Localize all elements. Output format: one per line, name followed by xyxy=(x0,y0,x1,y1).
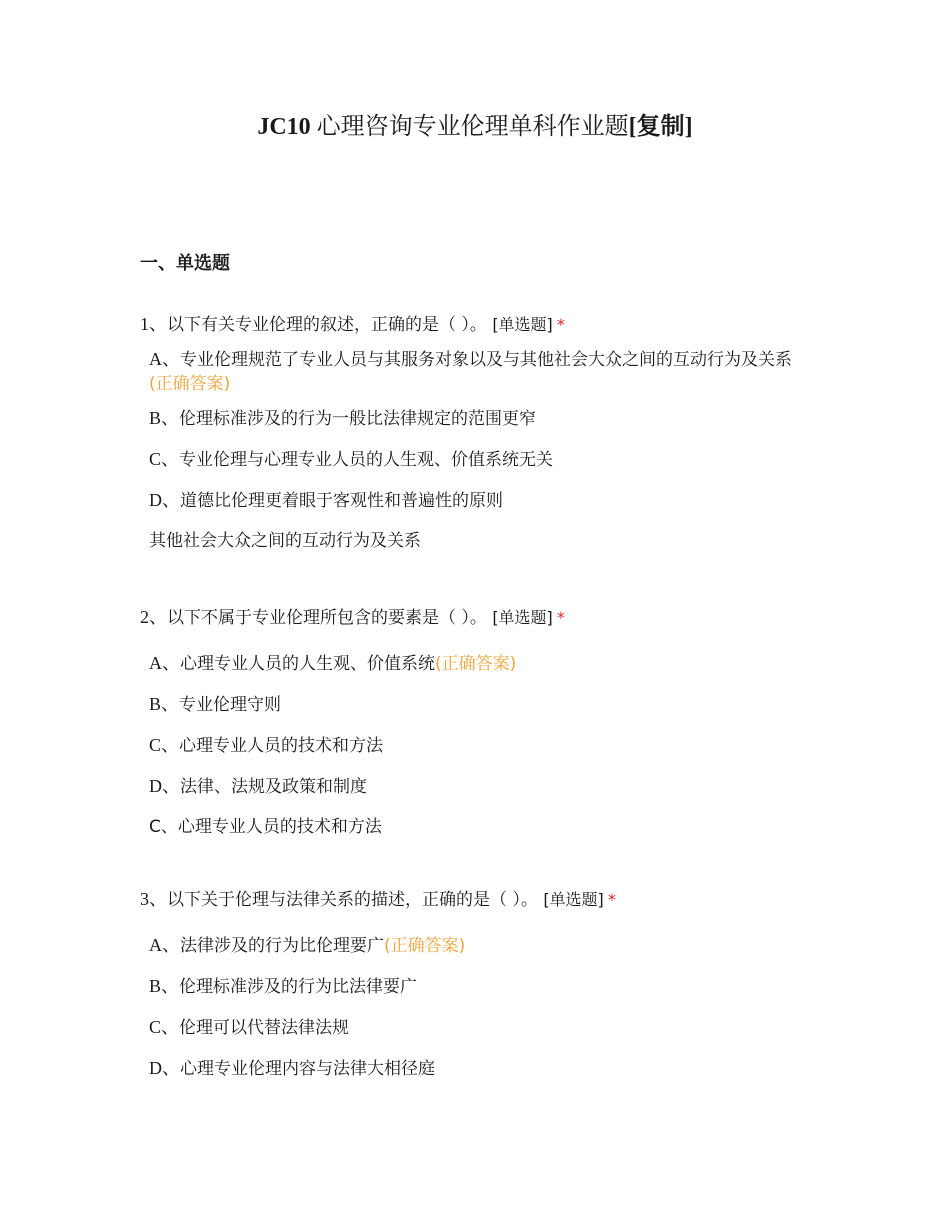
option-a xyxy=(149,347,809,396)
option-c xyxy=(149,1015,809,1040)
option-letter: C、 xyxy=(149,1017,180,1037)
question-title xyxy=(140,311,820,338)
page-title-code: JC10 xyxy=(257,114,311,140)
option-letter: D、 xyxy=(149,1058,180,1078)
option-letter: A、 xyxy=(149,349,180,369)
option-text: 伦理标准涉及的行为比法律要广 xyxy=(179,977,418,997)
option-list xyxy=(140,347,820,513)
section-heading: 一、单选题 xyxy=(140,253,230,274)
question-type-label: [单选题] xyxy=(543,890,604,909)
option-a xyxy=(149,651,809,676)
option-letter: B、 xyxy=(149,976,180,996)
option-text: 心理专业伦理内容与法律大相径庭 xyxy=(180,1059,435,1079)
option-letter: C、 xyxy=(149,449,180,469)
option-d xyxy=(149,488,809,513)
question-number: 1、 xyxy=(140,314,167,334)
option-text: 心理专业人员的技术和方法 xyxy=(179,736,384,756)
question-note: C、心理专业人员的技术和方法 xyxy=(149,817,382,837)
option-text: 专业伦理规范了专业人员与其服务对象以及与其他社会大众之间的互动行为及关系 xyxy=(180,350,792,370)
correct-answer-tag: (正确答案) xyxy=(149,374,231,394)
question-number: 3、 xyxy=(140,889,167,909)
option-text: 法律涉及的行为比伦理要广 xyxy=(180,936,384,956)
question-text: 以下不属于专业伦理所包含的要素是（ ）。 xyxy=(167,608,487,628)
page-title-suffix: [复制] xyxy=(628,114,693,140)
option-text: 伦理标准涉及的行为一般比法律规定的范围更窄 xyxy=(179,409,537,429)
option-b xyxy=(149,692,809,717)
option-d xyxy=(149,774,809,799)
question-number: 2、 xyxy=(140,607,167,627)
page-title-text: 心理咨询专业伦理单科作业题 xyxy=(310,114,629,140)
correct-answer-tag: (正确答案) xyxy=(435,654,517,674)
question-2 xyxy=(140,604,820,839)
option-b xyxy=(149,974,809,999)
option-text: 伦理可以代替法律法规 xyxy=(179,1018,350,1038)
question-type-label: [单选题] xyxy=(492,315,553,334)
option-text: 专业伦理与心理专业人员的人生观、价值系统无关 xyxy=(179,450,554,470)
option-list xyxy=(140,651,820,799)
option-letter: A、 xyxy=(149,935,180,955)
required-mark: * xyxy=(607,890,616,909)
option-letter: A、 xyxy=(149,653,180,673)
option-b xyxy=(149,406,809,431)
question-type-label: [单选题] xyxy=(492,608,553,627)
option-c xyxy=(149,447,809,472)
page-title xyxy=(0,110,950,144)
option-letter: D、 xyxy=(149,490,180,510)
question-1 xyxy=(140,311,820,553)
required-mark: * xyxy=(556,315,565,334)
question-title xyxy=(140,604,820,631)
option-letter: D、 xyxy=(149,776,180,796)
option-text: 心理专业人员的人生观、价值系统 xyxy=(180,654,435,674)
option-d xyxy=(149,1056,809,1081)
option-list xyxy=(140,933,820,1081)
question-3 xyxy=(140,886,820,1097)
option-letter: C、 xyxy=(149,735,180,755)
option-letter: B、 xyxy=(149,694,180,714)
question-title xyxy=(140,886,820,913)
option-text: 专业伦理守则 xyxy=(179,695,282,715)
question-note: 其他社会大众之间的互动行为及关系 xyxy=(149,531,421,551)
correct-answer-tag: (正确答案) xyxy=(384,936,466,956)
question-text: 以下有关专业伦理的叙述，正确的是（ ）。 xyxy=(167,315,487,335)
question-text: 以下关于伦理与法律关系的描述，正确的是（ ）。 xyxy=(167,890,538,910)
option-text: 道德比伦理更着眼于客观性和普遍性的原则 xyxy=(180,491,503,511)
option-a xyxy=(149,933,809,958)
required-mark: * xyxy=(556,608,565,627)
option-text: 法律、法规及政策和制度 xyxy=(180,777,367,797)
option-letter: B、 xyxy=(149,408,180,428)
option-c xyxy=(149,733,809,758)
